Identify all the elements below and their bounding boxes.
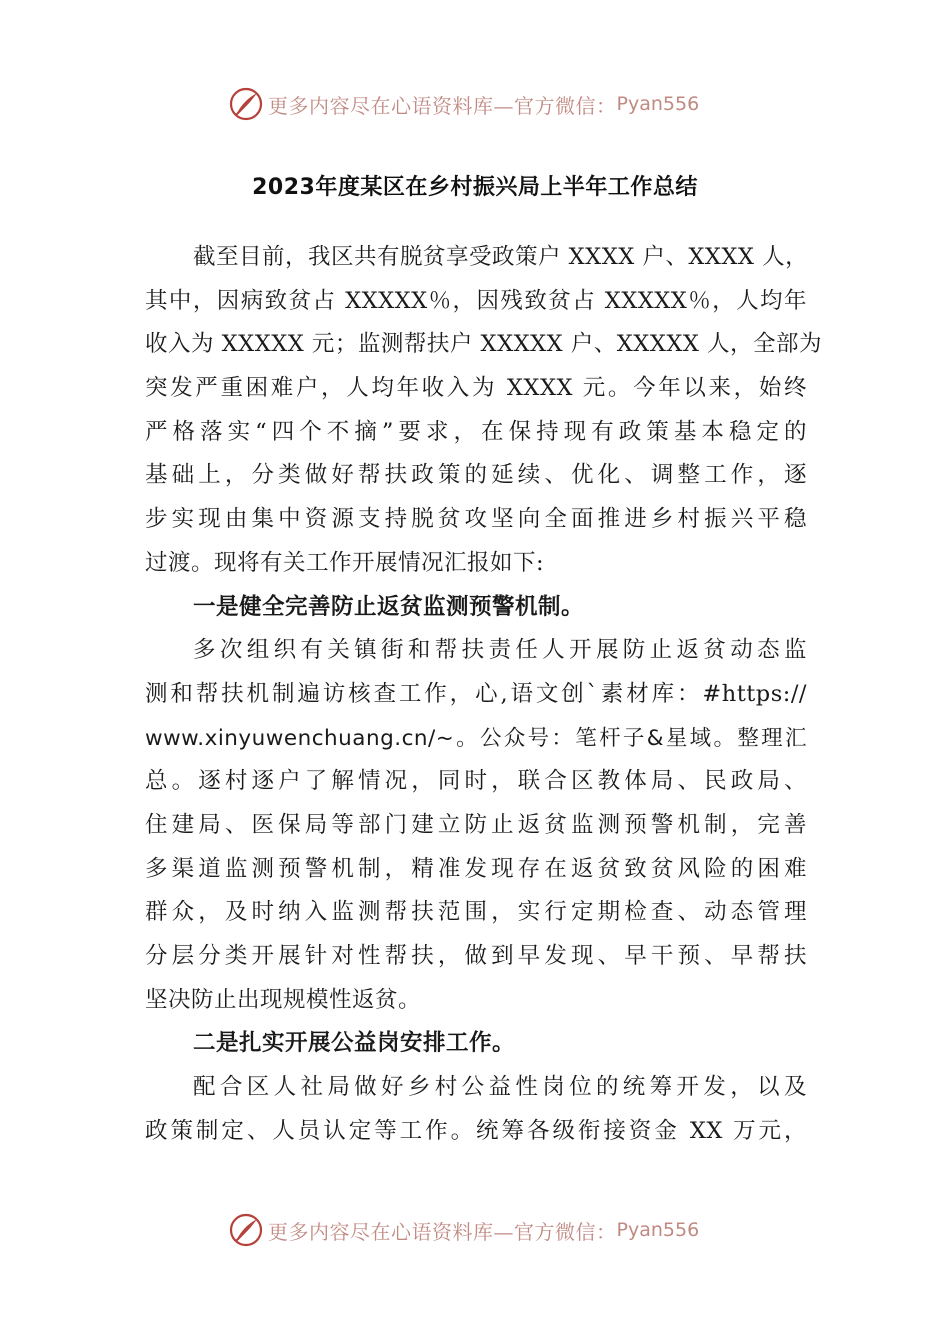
document-title: 2023年度某区在乡村振兴局上半年工作总结	[252, 175, 698, 200]
quill-logo-icon	[228, 86, 264, 122]
body-line: www.xinyuwenchuang.cn/~。公众号：笔杆子&星域。整理汇	[145, 725, 807, 751]
body-line: 坚决防止出现规模性返贫。	[145, 986, 422, 1013]
document-body	[145, 236, 823, 1153]
watermark-wechat-id: Pyan556	[616, 93, 700, 115]
body-line: 多次组织有关镇街和帮扶责任人开展防止返贫动态监	[193, 637, 807, 664]
body-line: 基础上，分类做好帮扶政策的延续、优化、调整工作，逐	[145, 462, 807, 489]
body-line: 多渠道监测预警机制，精准发现存在返贫致贫风险的困难	[145, 855, 807, 882]
body-line: 收入为 XXXXX 元；监测帮扶户 XXXXX 户、XXXXX 人，全部为	[145, 331, 823, 358]
body-line: 截至目前，我区共有脱贫享受政策户 XXXX 户、XXXX 人，	[193, 244, 809, 270]
body-line: 其中，因病致贫占 XXXXX％，因残致贫占 XXXXX％，人均年	[145, 287, 807, 314]
section-heading-1: 一是健全完善防止返贫监测预警机制。	[193, 593, 585, 620]
watermark-header	[228, 84, 699, 124]
body-line: 测和帮扶机制遍访核查工作，心,语文创`素材库：#https://	[145, 680, 807, 707]
body-line: 住建局、医保局等部门建立防止返贫监测预警机制，完善	[145, 811, 807, 838]
body-line: 群众，及时纳入监测帮扶范围，实行定期检查、动态管理	[145, 899, 807, 926]
body-line: 突发严重困难户，人均年收入为 XXXX 元。今年以来，始终	[145, 375, 807, 402]
body-line: 配合区人社局做好乡村公益性岗位的统筹开发，以及	[193, 1074, 807, 1101]
watermark-wechat-id: Pyan556	[616, 1219, 700, 1241]
body-line: 分层分类开展针对性帮扶，做到早发现、早干预、早帮扶	[145, 943, 807, 969]
body-line: 政策制定、人员认定等工作。统筹各级衔接资金 XX 万元，	[145, 1117, 807, 1144]
watermark-footer	[228, 1210, 699, 1250]
body-line: 严格落实“四个不摘”要求，在保持现有政策基本稳定的	[145, 418, 807, 445]
body-line: 步实现由集中资源支持脱贫攻坚向全面推进乡村振兴平稳	[145, 506, 807, 533]
section-heading-2: 二是扎实开展公益岗安排工作。	[193, 1030, 516, 1057]
watermark-text: 更多内容尽在心语资料库—官方微信：	[268, 93, 617, 118]
body-line: 总。逐村逐户了解情况，同时，联合区教体局、民政局、	[145, 768, 807, 795]
watermark-text: 更多内容尽在心语资料库—官方微信：	[268, 1219, 617, 1244]
quill-logo-icon	[228, 1212, 264, 1248]
body-line: 过渡。现将有关工作开展情况汇报如下:	[145, 549, 545, 576]
